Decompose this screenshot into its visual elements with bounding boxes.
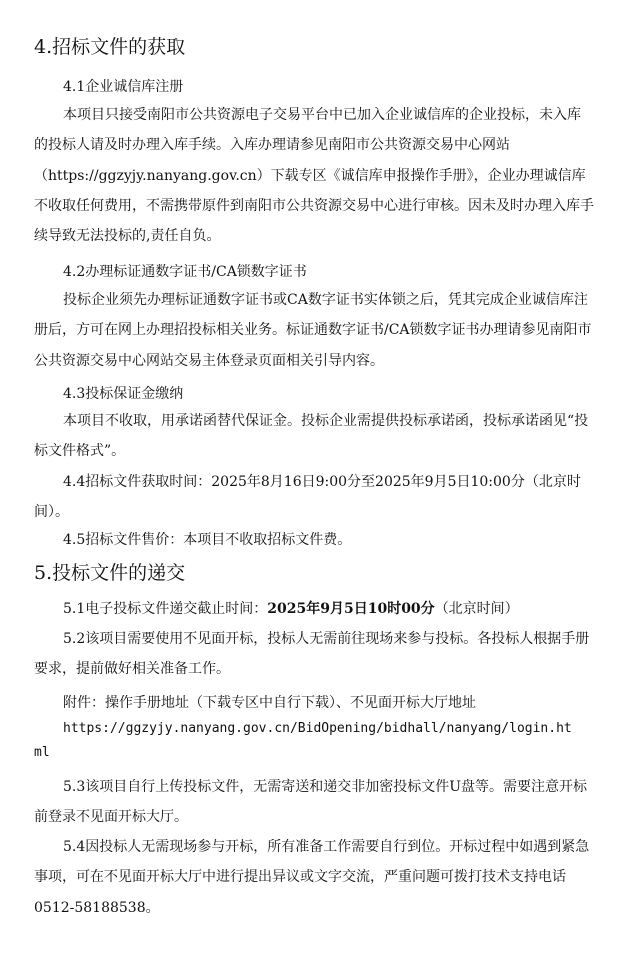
section-4-2-text: 投标企业须先办理标证通数字证书或CA数字证书实体锁之后，凭其完成企业诚信库注册后，方可在网上办理招投标相关业务。标证通数字证书/CA锁数字证书办理请参见南阳市公共资源交易中心网站交易主体登录页面相关引导内容。	[34, 292, 592, 369]
section-5-1-prefix: 5.1电子投标文件递交截止时间：	[63, 601, 268, 617]
section-4-2-title: 4.2办理标证通数字证书/CA锁数字证书	[63, 264, 307, 280]
section-4-3-text: 本项目不收取，用承诺函替代保证金。投标企业需提供投标承诺函，投标承诺函见“投标文件格式”。	[34, 413, 589, 460]
section-5-2-text: 5.2该项目需要使用不见面开标，投标人无需前往现场来参与投标。各投标人根据手册要求，提前做好相关准备工作。	[34, 631, 590, 678]
section-4-heading: 4.招标文件的获取	[34, 36, 186, 58]
section-4-1-title: 4.1企业诚信库注册	[63, 79, 184, 95]
section-5-heading: 5.投标文件的递交	[34, 562, 186, 584]
deadline-time: 2025年9月5日10时00分	[267, 601, 435, 617]
bidhall-url-line-1: https://ggzyjy.nanyang.gov.cn/BidOpening/bidhall/nanyang/login.ht	[63, 721, 572, 736]
section-5-3-text: 5.3该项目自行上传投标文件，无需寄送和递交非加密投标文件U盘等。需要注意开标前登录不见面开标大厅。	[34, 779, 588, 826]
section-4-4-text: 4.4招标文件获取时间：2025年8月16日9:00分至2025年9月5日10:00分（北京时间）。	[34, 474, 581, 521]
bidhall-url-line-2: ml	[34, 745, 50, 760]
section-4-1-text: 本项目只接受南阳市公共资源电子交易平台中已加入企业诚信库的企业投标，未入库的投标人请及时办理入库手续。入库办理请参见南阳市公共资源交易中心网站（https://ggzyjy.nanyang.gov.cn）下载专区《诚信库申报操作手册》，企业办理诚信库不收取任何费用，不需携带原件到南阳市公共资源交易中心进行审核。因未及时办理入库手续导致无法投标的,责任自负。	[34, 107, 594, 245]
attachment-label: 附件：操作手册地址（下载专区中自行下载）、不见面开标大厅地址	[63, 695, 476, 711]
section-5-1-suffix: （北京时间）	[434, 601, 519, 617]
section-5-1-line	[63, 598, 519, 618]
section-5-4-text: 5.4因投标人无需现场参与开标，所有准备工作需要自行到位。开标过程中如遇到紧急事项，可在不见面开标大厅中进行提出异议或文字交流，严重问题可拨打技术支持电话0512-58188538。	[34, 839, 590, 916]
section-4-5-text: 4.5招标文件售价：本项目不收取招标文件费。	[63, 532, 352, 548]
section-4-3-title: 4.3投标保证金缴纳	[63, 386, 184, 402]
